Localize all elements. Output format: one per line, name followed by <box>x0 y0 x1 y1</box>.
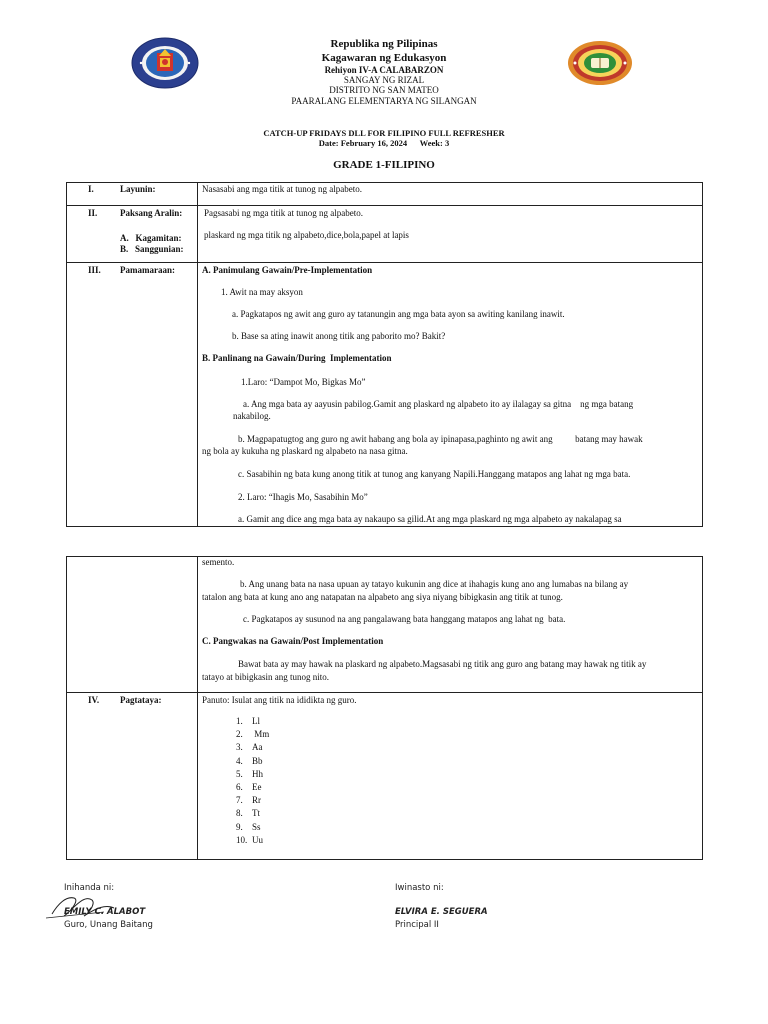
list-item-value: Tt <box>252 808 260 819</box>
prepared-by-role: Guro, Unang Baitang <box>64 920 153 930</box>
list-item-number: 1. <box>236 716 243 726</box>
activity-b2b-line2: tatalon ang bata at kung ano ang natapatan na alpabeto ang siya niyang bibigkasin ang titik at tunog. <box>202 592 563 602</box>
list-item-number: 2. <box>236 729 243 740</box>
list-item <box>236 729 436 742</box>
row-label-layunin: Layunin: <box>120 184 156 194</box>
activity-b2a-continued: semento. <box>202 557 235 567</box>
list-item <box>236 769 436 782</box>
activity-b1a-line2: nakabilog. <box>233 411 271 421</box>
row-sublabel-kagamitan: A. Kagamitan: <box>120 233 182 243</box>
list-item-value: Uu <box>252 834 263 845</box>
assessment-list <box>236 716 436 848</box>
list-item-number: 6. <box>236 781 243 792</box>
row-number-3: III. <box>88 265 101 275</box>
list-item-value: Aa <box>252 742 263 753</box>
list-item-value: Rr <box>252 795 261 806</box>
list-item <box>236 808 436 821</box>
activity-a1: 1. Awit na may aksyon <box>221 287 303 297</box>
activity-b2b-line1: b. Ang unang bata na nasa upuan ay tatayo kukunin ang dice at ihahagis kung ano ang lumabas na bilang ay <box>240 579 629 589</box>
list-item-value: Mm <box>252 729 270 740</box>
activity-b2: 2. Laro: “Ihagis Mo, Sasabihin Mo” <box>238 492 368 502</box>
activity-b1c: c. Sasabihin ng bata kung anong titik at tunog ang kanyang Napili.Hanggang matapos ang lahat ng mga bata. <box>238 469 631 479</box>
list-item-number: 3. <box>236 742 243 753</box>
row-number-2: II. <box>88 208 98 218</box>
list-item-number: 9. <box>236 821 243 832</box>
list-item-number: 10. <box>236 834 248 845</box>
checked-by-name: ELVIRA E. SEGUERA <box>395 907 488 917</box>
activity-c1-line2: tatayo at bibigkasin ang tunog nito. <box>202 672 329 682</box>
grade-heading: GRADE 1-FILIPINO <box>333 159 435 171</box>
header-line-department: Kagawaran ng Edukasyon <box>321 52 447 64</box>
header-line-region: Rehiyon IV-A CALABARZON <box>324 65 444 75</box>
row-content-paksang-aralin: Pagsasabi ng mga titik at tunog ng alpabeto. <box>204 208 363 218</box>
table1-row-divider <box>66 262 703 263</box>
activity-b1a-line1: a. Ang mga bata ay aayusin pabilog.Gamit ang plaskard ng alpabeto ito ay ilalagay sa gitna ng mga batang <box>243 399 634 409</box>
list-item-value: Bb <box>252 755 263 766</box>
section-c-heading: C. Pangwakas na Gawain/Post Implementation <box>202 636 384 646</box>
activity-a1a: a. Pagkatapos ng awit ang guro ay tatanungin ang mga bata ayon sa awiting kanilang inawit. <box>232 309 565 319</box>
activity-b1b-line2: ng bola ay kukuha ng plaskard ng alpabeto na nasa gitna. <box>202 446 408 456</box>
assessment-instruction: Panuto: Isulat ang titik na ididikta ng guro. <box>202 695 357 705</box>
section-a-heading: A. Panimulang Gawain/Pre-Implementation <box>202 265 373 275</box>
activity-a1b: b. Base sa ating inawit anong titik ang paborito mo? Bakit? <box>232 331 446 341</box>
activity-b1b-line1: b. Magpapatugtog ang guro ng awit habang ang bola ay ipinapasa,paghinto ng awit ang batang may hawak <box>238 434 643 444</box>
checked-by-role: Principal II <box>395 920 439 930</box>
prepared-by-label: Inihanda ni: <box>64 883 115 893</box>
table1-row-divider <box>66 205 703 206</box>
list-item <box>236 716 436 729</box>
list-item <box>236 795 436 808</box>
list-item <box>236 835 436 848</box>
row-sublabel-sanggunian: B. Sanggunian: <box>120 244 184 254</box>
table1-column-divider <box>197 182 198 527</box>
table2-row-divider <box>66 692 703 693</box>
row-number-1: I. <box>88 184 94 194</box>
row-label-pamamaraan: Pamamaraan: <box>120 265 175 275</box>
section-b-heading: B. Panlinang na Gawain/During Implementation <box>202 353 392 363</box>
header-line-school: PAARALANG ELEMENTARYA NG SILANGAN <box>291 96 477 106</box>
list-item-value: Ee <box>252 781 262 792</box>
header-line-republic: Republika ng Pilipinas <box>330 38 438 50</box>
list-item-number: 5. <box>236 768 243 779</box>
activity-c1-line1: Bawat bata ay may hawak na plaskard ng alpabeto.Magsasabi ng titik ang guro ang batang may hawak ng titik ay <box>238 659 647 669</box>
activity-b1: 1.Laro: “Dampot Mo, Bigkas Mo” <box>241 377 366 387</box>
activity-b2c: c. Pagkatapos ay susunod na ang pangalawang bata hanggang matapos ang lahat ng bata. <box>243 614 566 624</box>
list-item-value: Ss <box>252 821 261 832</box>
row-number-4: IV. <box>88 695 100 705</box>
list-item-number: 7. <box>236 795 243 806</box>
list-item <box>236 782 436 795</box>
row-label-paksang-aralin: Paksang Aralin: <box>120 208 183 218</box>
row-label-pagtataya: Pagtataya: <box>120 695 162 705</box>
row-content-kagamitan: plaskard ng mga titik ng alpabeto,dice,bola,papel at lapis <box>204 230 409 240</box>
list-item-value: Ll <box>252 716 260 726</box>
list-item-value: Hh <box>252 768 263 779</box>
table2-column-divider <box>197 556 198 860</box>
document-date: Date: February 16, 2024 Week: 3 <box>318 138 450 148</box>
checked-by-label: Iwinasto ni: <box>395 883 444 893</box>
header-line-district: DISTRITO NG SAN MATEO <box>329 85 439 95</box>
list-item <box>236 756 436 769</box>
activity-b2a: a. Gamit ang dice ang mga bata ay nakaupo sa gilid.At ang mga plaskard ng mga alpabeto ay nakalapag sa <box>238 514 622 524</box>
row-content-layunin: Nasasabi ang mga titik at tunog ng alpabeto. <box>202 184 362 194</box>
list-item <box>236 742 436 755</box>
header-line-division: SANGAY NG RIZAL <box>343 75 425 85</box>
document-title: CATCH-UP FRIDAYS DLL FOR FILIPINO FULL REFRESHER <box>263 128 505 138</box>
list-item-number: 4. <box>236 755 243 766</box>
prepared-by-name: EMILY C. ALABOT <box>64 907 146 917</box>
list-item <box>236 822 436 835</box>
list-item-number: 8. <box>236 808 243 819</box>
